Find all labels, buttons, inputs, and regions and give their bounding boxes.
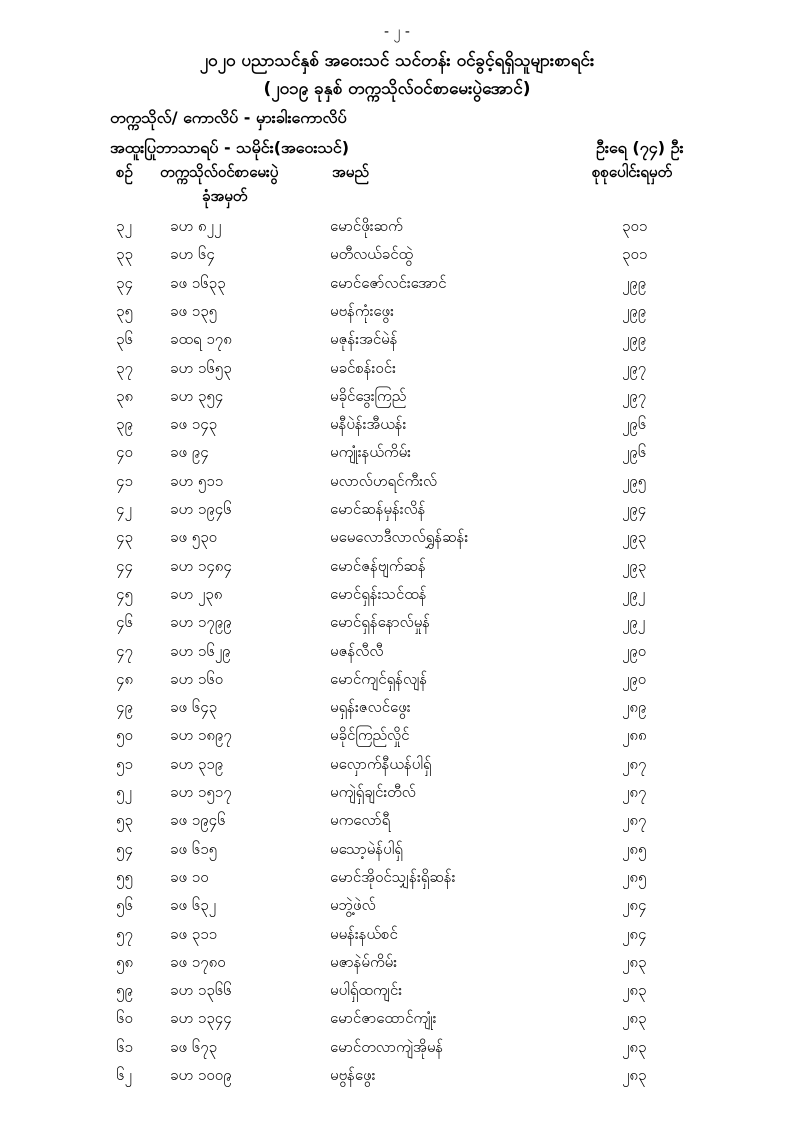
student-name: မလှောက်နီယန်ပါရှ် [330,754,432,773]
specialization-line: အထူးပြုဘာသာရပ် - သမိုင်း(အဝေးသင်) [110,138,350,157]
table-row [0,443,794,471]
roll-number: ခဟ ၁၇၉၉ [170,613,232,632]
table-row [0,415,794,443]
row-number: ၄၉ [116,698,133,717]
roll-number: ခဖ ၆၃၂ [170,896,217,915]
roll-number: ခဖ ၁၀ [170,867,209,886]
table-row [0,302,794,330]
table-row [0,896,794,924]
row-number: ၆၂ [116,1066,132,1084]
table-row [0,642,794,670]
row-number: ၆၀ [116,1009,133,1028]
table-row [0,245,794,273]
roll-number: ခဟ ၁၃၄၄ [170,1009,232,1028]
row-number: ၄၀ [116,443,133,462]
table-row [0,868,794,896]
student-name: မခင်စန်းဝင်း [330,358,396,377]
row-number: ၄၁ [116,471,133,490]
total-score: ၂၉၉ [622,301,647,320]
roll-number: ခဖ ၆၁၅ [170,839,218,858]
roll-number: ခဟ ၂၃၈ [170,584,223,603]
total-score: ၂၉၉ [622,330,647,349]
student-name: မကျဲရှ်ချင်းတီလ် [330,783,416,801]
total-score: ၂၈၇ [622,754,647,773]
total-score: ၃၀၁ [622,245,648,264]
roll-number: ခဖ ၉၄ [170,443,209,462]
row-number: ၄၅ [116,584,133,603]
total-score: ၂၉၅ [622,471,647,490]
total-score: ၂၈၈ [622,726,647,745]
student-name: မဇန်လီလီ [330,641,384,660]
student-name: မောင်ဇန်ဗျက်ဆန် [330,556,426,575]
roll-number: ခဟ ၆၄ [170,245,215,264]
student-count: ဦးရေ (၇၄) ဦး [596,138,684,157]
student-name: မောင်တလာကျဲအိုမန် [330,1037,444,1056]
table-row [0,1038,794,1066]
row-number: ၅၄ [116,839,133,858]
roll-number: ခဟ ၅၁၁ [170,471,224,490]
roll-number: ခဟ ၁၅၁၇ [170,783,232,801]
table-row [0,925,794,953]
student-name: မောင်ရှန်းသင်ထန် [330,584,427,603]
total-score: ၂၉၆ [622,415,647,434]
table-row [0,953,794,981]
row-number: ၃၂ [116,217,132,235]
total-score: ၂၈၃ [622,952,647,971]
total-score: ၂၈၉ [622,698,647,717]
student-name: မောင်ဇာထောင်ကျုံး [330,1009,437,1028]
table-row [0,274,794,302]
table-row [0,698,794,726]
total-score: ၂၉၀ [622,641,647,660]
row-number: ၃၃ [116,245,133,264]
total-score: ၂၈၅ [622,867,647,886]
table-row [0,840,794,868]
table-row [0,387,794,415]
student-name: မသော့မဲန်ပါရှ် [330,839,403,858]
page-number: - ၂ - [384,24,410,40]
total-score: ၂၉၂ [622,584,646,603]
student-name: မကလော်ရီ [330,811,391,830]
column-header-score: စုစုပေါင်းရမှတ် [592,163,673,181]
row-number: ၃၈ [116,386,134,405]
table-row [0,359,794,387]
roll-number: ခဟ ၈၂၂ [170,217,222,235]
student-name: မောင်ရှန်နောလ်မှုန် [330,613,431,632]
roll-number: ခဖ ၆၇၃ [170,1037,218,1056]
row-number: ၅၅ [116,867,133,886]
column-header-no: စဉ် [116,163,133,181]
student-name: မမန်းနယ်စင် [330,924,398,943]
total-score: ၂၉၂ [622,613,646,632]
roll-number: ခဖ ၁၄၃ [170,415,218,434]
row-number: ၃၄ [116,273,133,292]
roll-number: ခဟ ၁၉၄၆ [170,500,232,518]
column-header-name: အမည် [332,163,369,181]
table-row [0,726,794,754]
table-row [0,500,794,528]
total-score: ၂၈၃ [622,1037,647,1056]
total-score: ၂၈၄ [622,896,647,915]
student-name: မဘွဲ့ဖဲလ် [330,896,376,915]
total-score: ၂၉၆ [622,443,647,462]
table-row [0,613,794,641]
roll-number: ခဟ ၁၈၉၇ [170,726,232,745]
roll-number: ခဖ ၅၃၀ [170,528,218,547]
total-score: ၂၈၃ [622,1009,647,1028]
row-number: ၄၇ [116,641,133,660]
roll-number: ခဖ ၁၃၅ [170,301,218,320]
row-number: ၅၇ [116,924,133,943]
student-name: မနီပဲန်းအီယန်း [330,415,407,434]
student-name: မဇာနဲမ်ကိမ်း [330,952,398,971]
table-row [0,755,794,783]
total-score: ၂၈၅ [622,839,647,858]
row-number: ၄၆ [116,613,133,632]
student-name: မကျုံးနယ်ကိမ်း [330,443,411,462]
student-name: မတီလယ်ခင်ထွဲ [330,245,414,264]
student-name: မရှန်းဇလင်ဖွေး [330,698,411,717]
row-number: ၄၃ [116,528,133,547]
student-name: မောင်ဆန်မှန်းလိန် [330,500,426,518]
column-header-roll: တက္ကသိုလ်ဝင်စာမေးပွဲ [160,163,279,181]
student-name: မောင်ဇော်လင်းအောင် [330,273,447,292]
student-name: မောင်အိုဝင်သျှန်းရှိဆန်း [330,867,456,886]
roll-number: ခဟ ၁၆၀ [170,669,224,688]
total-score: ၂၈၃ [622,981,647,1000]
row-number: ၅၆ [116,896,133,915]
row-number: ၃၇ [116,358,133,377]
row-number: ၄၂ [116,500,132,518]
roll-number: ခဟ ၁၆၅၃ [170,358,232,377]
university-line: တက္ကသိုလ်/ ကောလိပ် - မှားခါးကောလိပ် [110,108,347,127]
row-number: ၅၁ [116,754,133,773]
student-name: မပါရှ်ထကျင်း [330,981,403,1000]
roll-number: ခဟ ၃၅၄ [170,386,224,405]
roll-number: ခဟ ၃၁၉ [170,754,224,773]
roll-number: ခထရ ၁၇၈ [170,330,232,349]
student-name: မောင်ဖိုးဆက် [330,217,403,235]
total-score: ၂၉၀ [622,669,647,688]
table-row [0,557,794,585]
document-subtitle: (၂၀၁၉ ခုနှစ် တက္ကသိုလ်ဝင်စာမေးပွဲအောင်) [263,79,531,99]
document-title: ၂၀၂၀ ပညာသင်နှစ် အဝေးသင် သင်တန်း ဝင်ခွင့်ရရှိသူများစာရင်း [199,51,595,71]
total-score: ၂၉၄ [622,500,647,518]
column-header-roll-number: ခုံအမှတ် [202,187,248,205]
row-number: ၅၉ [116,981,133,1000]
total-score: ၂၉၉ [622,273,647,292]
total-score: ၂၈၃ [622,1066,647,1084]
table-row [0,528,794,556]
total-score: ၂၉၇ [622,358,647,377]
student-name: မမေလောဒီလာလ်ရွှန်ဆန်း [330,528,469,547]
total-score: ၂၈၄ [622,924,647,943]
row-number: ၅၂ [116,783,132,801]
total-score: ၂၉၃ [622,556,647,575]
roll-number: ခဟ ၁၀၀၉ [170,1066,232,1084]
student-name: မလာလ်ဟရင်ကီးလ် [330,471,438,490]
roll-number: ခဖ ၁၆၃၃ [170,273,226,292]
roll-number: ခဟ ၁၃၆၆ [170,981,232,1000]
table-row [0,783,794,811]
student-name: မခိုင်ကြည်လှိုင် [330,726,410,745]
row-number: ၄၈ [116,669,134,688]
total-score: ၂၈၇ [622,811,647,830]
roll-number: ခဖ ၁၇၈၀ [170,952,226,971]
roll-number: ခဟ ၁၄၈၄ [170,556,232,575]
student-name: မောင်ကျင်ရှန်လျန် [330,669,428,688]
table-row [0,330,794,358]
total-score: ၃၀၁ [622,217,648,235]
row-number: ၆၁ [116,1037,133,1056]
total-score: ၂၉၃ [622,528,647,547]
roll-number: ခဖ ၁၉၄၆ [170,811,226,830]
roll-number: ခဖ ၆၄၃ [170,698,218,717]
table-row [0,1066,794,1094]
table-row [0,1009,794,1037]
student-name: မဗွန်ဖွေး [330,1066,376,1084]
table-row [0,217,794,245]
table-row [0,585,794,613]
row-number: ၅၃ [116,811,133,830]
row-number: ၅၈ [116,952,134,971]
roll-number: ခဟ ၁၆၂၉ [170,641,231,660]
table-row [0,472,794,500]
table-row [0,670,794,698]
total-score: ၂၉၇ [622,386,647,405]
student-name: မခိုင်ဒွေးကြည် [330,386,407,405]
table-row [0,981,794,1009]
row-number: ၃၉ [116,415,133,434]
table-row [0,811,794,839]
row-number: ၃၆ [116,330,133,349]
roll-number: ခဖ ၃၁၁ [170,924,218,943]
student-name: မဗန်ကုံးဖွေး [330,301,394,320]
student-name: မဇုန်းအင်မဲန် [330,330,398,349]
row-number: ၃၅ [116,301,133,320]
total-score: ၂၈၇ [622,783,647,801]
row-number: ၅၀ [116,726,133,745]
row-number: ၄၄ [116,556,133,575]
